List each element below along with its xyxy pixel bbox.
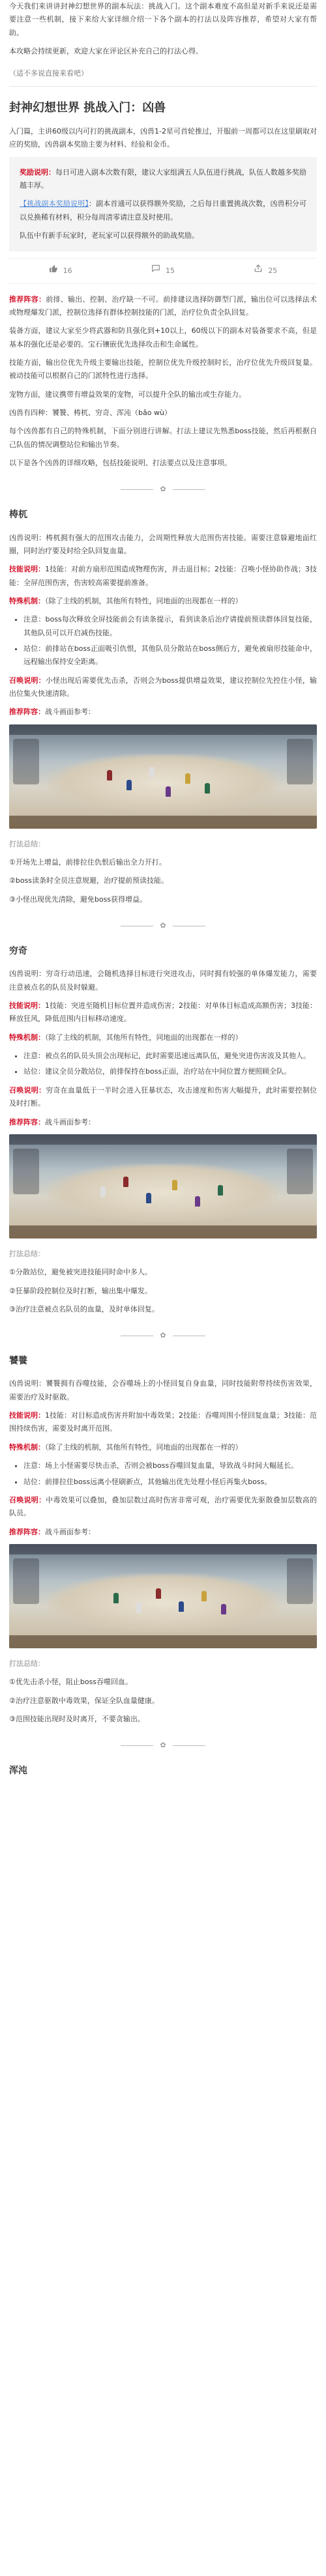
summary-line: ②狂暴阶段控制位及时打断，输出集中爆发。 bbox=[9, 1286, 152, 1295]
tips-list bbox=[9, 1459, 317, 1489]
summon-text: 小怪出现后需要优先击杀，否则会为boss提供增益效果，建议控制位先控住小怪，输出位集火快速清除。 bbox=[9, 676, 318, 698]
battle-screenshot bbox=[9, 1134, 317, 1238]
comment-button[interactable] bbox=[151, 264, 175, 278]
share-button[interactable] bbox=[254, 264, 277, 278]
article-title-sub: 凶兽 bbox=[142, 100, 166, 115]
mech-label: 特殊机制： bbox=[9, 597, 45, 606]
scene-text: 战斗画面参考： bbox=[45, 708, 95, 717]
battle-screenshot bbox=[9, 1544, 317, 1648]
skill-text: 1技能：对目标造成伤害并附加中毒效果；2技能：吞噬周围小怪回复血量；3技能：范围持续伤害，需要及时离开范围。 bbox=[9, 1411, 317, 1433]
summon-label: 召唤说明： bbox=[9, 1495, 46, 1504]
like-count: 16 bbox=[63, 266, 72, 275]
intro-paragraph-2: 本攻略会持续更新，欢迎大家在评论区补充自己的打法心得。 bbox=[9, 47, 203, 56]
lineup-text: 前排、输出、控制、治疗缺一不可。前排建议选择防御型门派，输出位可以选择法术或物理爆发门派，控制位选择有群体控制技能的门派，治疗位负责全队回复。 bbox=[9, 294, 318, 317]
body-paragraph-5: 凶兽有四种：饕餮、梼杌、穷奇、浑沌（bǎo wù） bbox=[9, 408, 171, 418]
summary-line: ③治疗注意被点名队员的血量，及时单体回复。 bbox=[9, 1304, 159, 1313]
tips-list bbox=[9, 613, 317, 668]
comment-icon bbox=[151, 264, 160, 278]
mech-label: 特殊机制： bbox=[9, 1442, 45, 1452]
cut-label: 打法总结： bbox=[9, 839, 45, 848]
summary-line: ①分散站位，避免被突进技能同时命中多人。 bbox=[9, 1268, 152, 1277]
scene-label: 推荐阵容： bbox=[9, 1527, 45, 1536]
summon-label: 召唤说明： bbox=[9, 1085, 46, 1095]
skill-label: 技能说明： bbox=[9, 565, 45, 574]
section-divider: ✿ bbox=[9, 1739, 317, 1752]
summary-line: ②boss读条时全员注意规避，治疗提前预读技能。 bbox=[9, 876, 169, 885]
scene-text: 战斗画面参考： bbox=[45, 1117, 95, 1126]
skill-text: 1技能：突进至随机目标位置并造成伤害；2技能：对单体目标造成高额伤害；3技能：释放狂风，降低范围内目标移动速度。 bbox=[9, 1001, 317, 1023]
section-divider: ✿ bbox=[9, 919, 317, 932]
skill-label: 技能说明： bbox=[9, 1001, 45, 1010]
intro-note: （适不多说直接来看吧） bbox=[9, 69, 88, 78]
next-section-title: 浑沌 bbox=[9, 1765, 27, 1776]
list-item: • 站位：建议全员分散站位，前排保持在boss正面，治疗站在中间位置方便照顾全队。 bbox=[23, 1065, 317, 1078]
summary-line: ③范围技能出现时及时离开，不要贪输出。 bbox=[9, 1714, 145, 1723]
intro-paragraph: 今天我们来讲讲封神幻想世界的副本玩法：挑战入门。这个副本难度不高但是对新手来说还是需要注意一些机制，接下来给大家详细介绍一下各个副本的打法以及阵容推荐，希望对大家有帮助。 bbox=[9, 2, 317, 37]
skill-label: 技能说明： bbox=[9, 1411, 45, 1420]
reward-link[interactable]: 【挑战副本奖励说明】 bbox=[20, 199, 89, 208]
scene-text: 战斗画面参考： bbox=[45, 1527, 95, 1536]
skill-text: 1技能：对前方扇形范围造成物理伤害，并击退目标；2技能：召唤小怪协助作战；3技能：全屏范围伤害，伤害较高需要提前准备。 bbox=[9, 565, 317, 587]
section-intro: 凶兽说明：梼杌拥有强大的范围攻击能力，会周期性释放大范围伤害技能。需要注意躲避地面红圈，同时治疗要及时给全队回复血量。 bbox=[9, 533, 317, 556]
body-paragraph-2: 装备方面，建议大家至少将武器和防具强化到+10以上，60级以下的副本对装备要求不高，但是基本的强化还是必要的。宝石镶嵌优先选择攻击和生命属性。 bbox=[9, 326, 317, 349]
like-button[interactable] bbox=[49, 264, 72, 278]
cut-label: 打法总结： bbox=[9, 1249, 45, 1258]
summon-label: 召唤说明： bbox=[9, 676, 46, 685]
overview-paragraph: 入门篇，主讲60级以内可打的挑战副本，凶兽1-2星可首轮推过，开服前一周都可以在这里刷取对应的奖励，凶兽副本奖励主要为材料、经验和金币。 bbox=[9, 126, 317, 149]
mech-label: 特殊机制： bbox=[9, 1033, 45, 1042]
body-paragraph-6: 每个凶兽都有自己的特殊机制，下面分别进行讲解。打法上建议先熟悉boss技能，然后再根据自己队伍的情况调整站位和输出节奏。 bbox=[9, 427, 317, 449]
battle-screenshot bbox=[9, 724, 317, 829]
body-paragraph-4: 宠物方面，建议携带有增益效果的宠物，可以提升全队的输出或生存能力。 bbox=[9, 390, 246, 399]
list-item: • 站位：前排拉住boss远离小怪刷新点，其他输出优先处理小怪后再集火boss。 bbox=[23, 1476, 317, 1489]
mech-text: （除了主线的机制，其他所有特性，同地面的出现都在一样的） bbox=[45, 1442, 243, 1452]
list-item: • 站位：前排站在boss正面吸引仇恨，其他队员分散站在boss侧后方，避免被扇形技能命中，远程输出保持安全距离。 bbox=[23, 642, 317, 669]
summon-text: 中毒效果可以叠加，叠加层数过高时伤害非常可观，治疗需要优先驱散叠加层数高的队员。 bbox=[9, 1495, 318, 1518]
list-item: • 注意：boss每次释放全屏技能前会有读条提示，看到读条后治疗请提前预读群体回复技能，其他队员可以开启减伤技能。 bbox=[23, 613, 317, 640]
tips-list bbox=[9, 1050, 317, 1079]
list-item: • 注意：被点名的队员头顶会出现标记，此时需要迅速远离队伍，避免突进伤害波及其他人。 bbox=[23, 1050, 317, 1063]
article-title-main: 封神幻想世界 挑战入门： bbox=[9, 100, 143, 115]
reward-text: 每日可进入副本次数有限，建议大家组满五人队伍进行挑战，队伍人数越多奖励越丰厚。 bbox=[20, 167, 306, 190]
summary-line: ②治疗注意驱散中毒效果，保证全队血量健康。 bbox=[9, 1696, 159, 1705]
thumbs-up-icon bbox=[49, 264, 58, 278]
section-divider: ✿ bbox=[9, 483, 317, 496]
share-count: 25 bbox=[268, 266, 278, 275]
comment-count: 15 bbox=[165, 266, 175, 275]
body-paragraph-7: 以下是各个凶兽的详细攻略，包括技能说明、打法要点以及注意事项。 bbox=[9, 459, 231, 468]
section-intro: 凶兽说明：饕餮拥有吞噬技能，会吞噬场上的小怪回复自身血量，同时技能附带持续伤害效果，需要治疗及时驱散。 bbox=[9, 1379, 317, 1401]
reward-info-box bbox=[9, 157, 317, 252]
divider-line bbox=[9, 86, 317, 87]
body-paragraph-3: 技能方面，输出位优先升级主要输出技能，控制位优先升级控制时长，治疗位优先升级回复量。被动技能可以根据自己的门派特性进行选择。 bbox=[9, 358, 317, 380]
cut-label: 打法总结： bbox=[9, 1659, 45, 1668]
action-bar bbox=[9, 258, 317, 283]
share-icon bbox=[254, 264, 263, 278]
section-intro: 凶兽说明：穷奇行动迅速，会随机选择目标进行突进攻击，同时拥有较强的单体爆发能力，需要注意被点名的队员及时躲避。 bbox=[9, 969, 317, 992]
reward-text-2: ：副本首通可以获得额外奖励，之后每日重置挑战次数，凶兽积分可以兑换稀有材料，积分每周清零请注意及时使用。 bbox=[20, 199, 307, 222]
reward-text-3: 队伍中有新手玩家时，老玩家可以获得额外的助战奖励。 bbox=[20, 231, 199, 240]
section-title: 穷奇 bbox=[9, 945, 27, 956]
list-item: • 注意：场上小怪需要尽快击杀，否则会被boss吞噬回复血量，导致战斗时间大幅延长。 bbox=[23, 1459, 317, 1472]
summary-line: ③小怪出现优先清除，避免boss获得增益。 bbox=[9, 894, 147, 904]
lineup-label: 推荐阵容： bbox=[9, 294, 46, 304]
summary-line: ①开场先上增益，前排拉住仇恨后输出全力开打。 bbox=[9, 858, 166, 867]
section-title: 饕餮 bbox=[9, 1355, 27, 1366]
mech-text: （除了主线的机制，其他所有特性，同地面的出现都在一样的） bbox=[45, 1033, 243, 1042]
scene-label: 推荐阵容： bbox=[9, 708, 45, 717]
section-divider: ✿ bbox=[9, 1329, 317, 1342]
scene-label: 推荐阵容： bbox=[9, 1117, 45, 1126]
article-title bbox=[9, 100, 317, 116]
summon-text: 穷奇在血量低于一半时会进入狂暴状态，攻击速度和伤害大幅提升，此时需要控制位及时打断。 bbox=[9, 1085, 318, 1108]
reward-label: 奖励说明： bbox=[20, 167, 55, 177]
summary-line: ①优先击杀小怪，阻止boss吞噬回血。 bbox=[9, 1678, 133, 1687]
section-title: 梼杌 bbox=[9, 509, 27, 520]
mech-text: （除了主线的机制，其他所有特性，同地面的出现都在一样的） bbox=[45, 597, 243, 606]
